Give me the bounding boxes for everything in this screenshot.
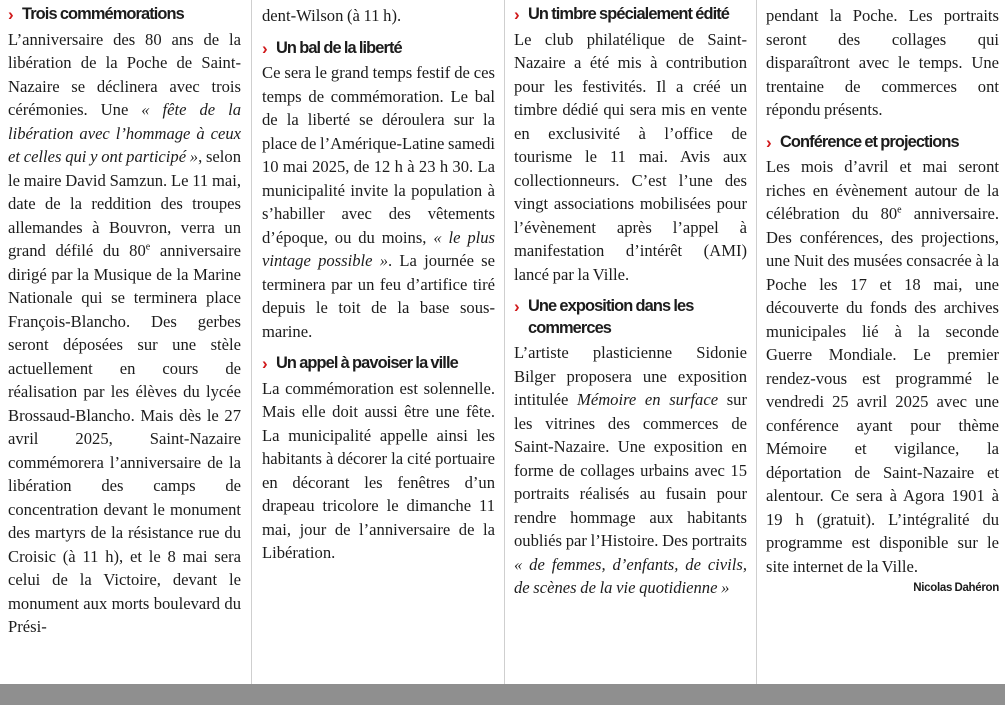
chevron-right-icon: › [514,297,520,316]
section-heading-text: Un timbre spécialement édité [528,5,730,23]
body-text: L’anniversaire des 80 ans de la libération de la Poche de Saint-Nazaire se déclinera avec trois cérémonies. Une [8,29,241,119]
body-text: anniversaire. Des conférences, des projections, une Nuit des musées consacrée à la Poche les 17 et 18 mai, une découverte du fonds des archives municipales lié à la seconde Guerre Mondiale. Le premier rendez-vous est programmé le vendredi 25 avril 2025 avec une conférence ayant pour thème Mémoire et vigilance, la déportation de Saint-Nazaire et alentour. Ce sera à Agora 1901 à 19 h (gratuit). L’intégralité du programme est disponible sur le site internet de la Ville. [766,204,999,576]
body-text: Les mois d’avril et mai seront riches en évènement autour de la célébration du 80 [766,157,999,223]
section-heading-text: Trois commémorations [22,5,184,23]
continued-text: pendant la Poche. Les portraits seront des collages qui disparaîtront avec le temps. Une trentaine de commerces ont répondu présents. [766,6,999,119]
column-1 [8,4,241,639]
section-heading-text: Conférence et projections [780,132,959,151]
section-heading [514,296,747,339]
body-text: anniversaire dirigé par la Musique de la Marine Nationale qui se terminera place François-Blancho. Des gerbes seront déposées sur une stèle actuellement en cours de réalisation par les élèves du lycée Brossaud-Blancho. Mais dès le 27 avril 2025, Saint-Nazaire commémorera l’anniversaire de la libération des camps de concentration devant le monument des martyrs de la résistance rue du Croisic (à 11 h), et le 8 mai sera celui de la Victoire, devant le monument aux morts boulevard du Prési- [8,241,241,636]
section-heading-text: Un bal de la liberté [276,38,402,57]
chevron-right-icon: › [262,38,268,58]
body-text: L’artiste plasticienne Sidonie Bilger proposera une exposition intitulée [514,343,747,409]
section-body [8,28,241,639]
chevron-right-icon: › [8,5,14,24]
body-text: Le club philatélique de Saint-Nazaire a été mis à contribution pour les festivités. Il a créé un timbre dédié qui sera mis en vente en exclusivité à l’office de tourisme le 11 mai. Avis aux collectionneurs. C’est l’une des vingt associations mobilisées pour l’évènement après l’appel à manifestation d’intérêt (AMI) lancé par la Ville. [514,29,747,284]
section-heading-text: Un appel à pavoiser la ville [276,354,458,372]
column-rule [504,0,505,684]
body-text: . La journée se terminera par un feu d’artifice tiré depuis le toit de la base sous-marine. [262,251,495,341]
section-heading [262,353,495,375]
column-rule [756,0,757,684]
ordinal-superscript: e [897,204,902,216]
chevron-right-icon: › [262,354,268,373]
body-text: La commémoration est solennelle. Mais elle doit aussi être une fête. La municipalité appelle ainsi les habitants à décorer la cité portuaire en décorant les fenêtres d’un drapeau tricolore le dimanche 11 mai, jour de l’anniversaire de la Libération. [262,378,495,562]
section-body [514,28,747,287]
column-2 [262,4,495,565]
section-body [766,155,999,578]
section-heading [514,4,747,26]
column-4 [766,4,999,596]
quoted-text: « de femmes, d’enfants, de civils, de scènes de la vie quotidienne » [514,554,747,597]
chevron-right-icon: › [514,5,520,24]
section-heading [262,38,495,60]
body-text: sur les vitrines des commerces de Saint-Nazaire. Une exposition en forme de collages urbains avec 15 portraits réalisés au fusain pour rendre hommage aux habitants oubliés par l’Histoire. Des portraits [514,390,747,550]
section-heading [766,132,999,154]
quoted-text: « le plus vintage possible » [262,227,496,270]
section-heading-text: Une exposition dans les commerces [528,297,694,337]
section-body [514,341,747,600]
column-rule [251,0,252,684]
ordinal-superscript: e [145,241,151,253]
continued-text: dent-Wilson (à 11 h). [262,6,402,25]
body-text: , selon le maire David Samzun. Le 11 mai, date de la reddition des troupes allemandes à Bouvron, verra un grand défilé du 80 [8,147,241,260]
section-body [262,61,495,343]
author-signature: Nicolas Dahéron [913,582,999,594]
bottom-bar [0,684,1005,705]
section-body [262,377,495,565]
body-text: Ce sera le grand temps festif de ces temps de commémoration. Le bal de la liberté se déroulera sur la place de l’Amérique-Latine samedi 10 mai 2025, de 12 h à 23 h 30. La municipalité invite la population à s’habiller avec des vêtements d’époque, ou du moins, [262,63,496,247]
quoted-text: « fête de la libération avec l’hommage à ceux et celles qui y ont participé » [8,100,241,166]
chevron-right-icon: › [766,132,772,152]
quoted-text: Mémoire en surface [577,390,719,409]
column-3 [514,4,747,600]
section-heading [8,4,241,26]
